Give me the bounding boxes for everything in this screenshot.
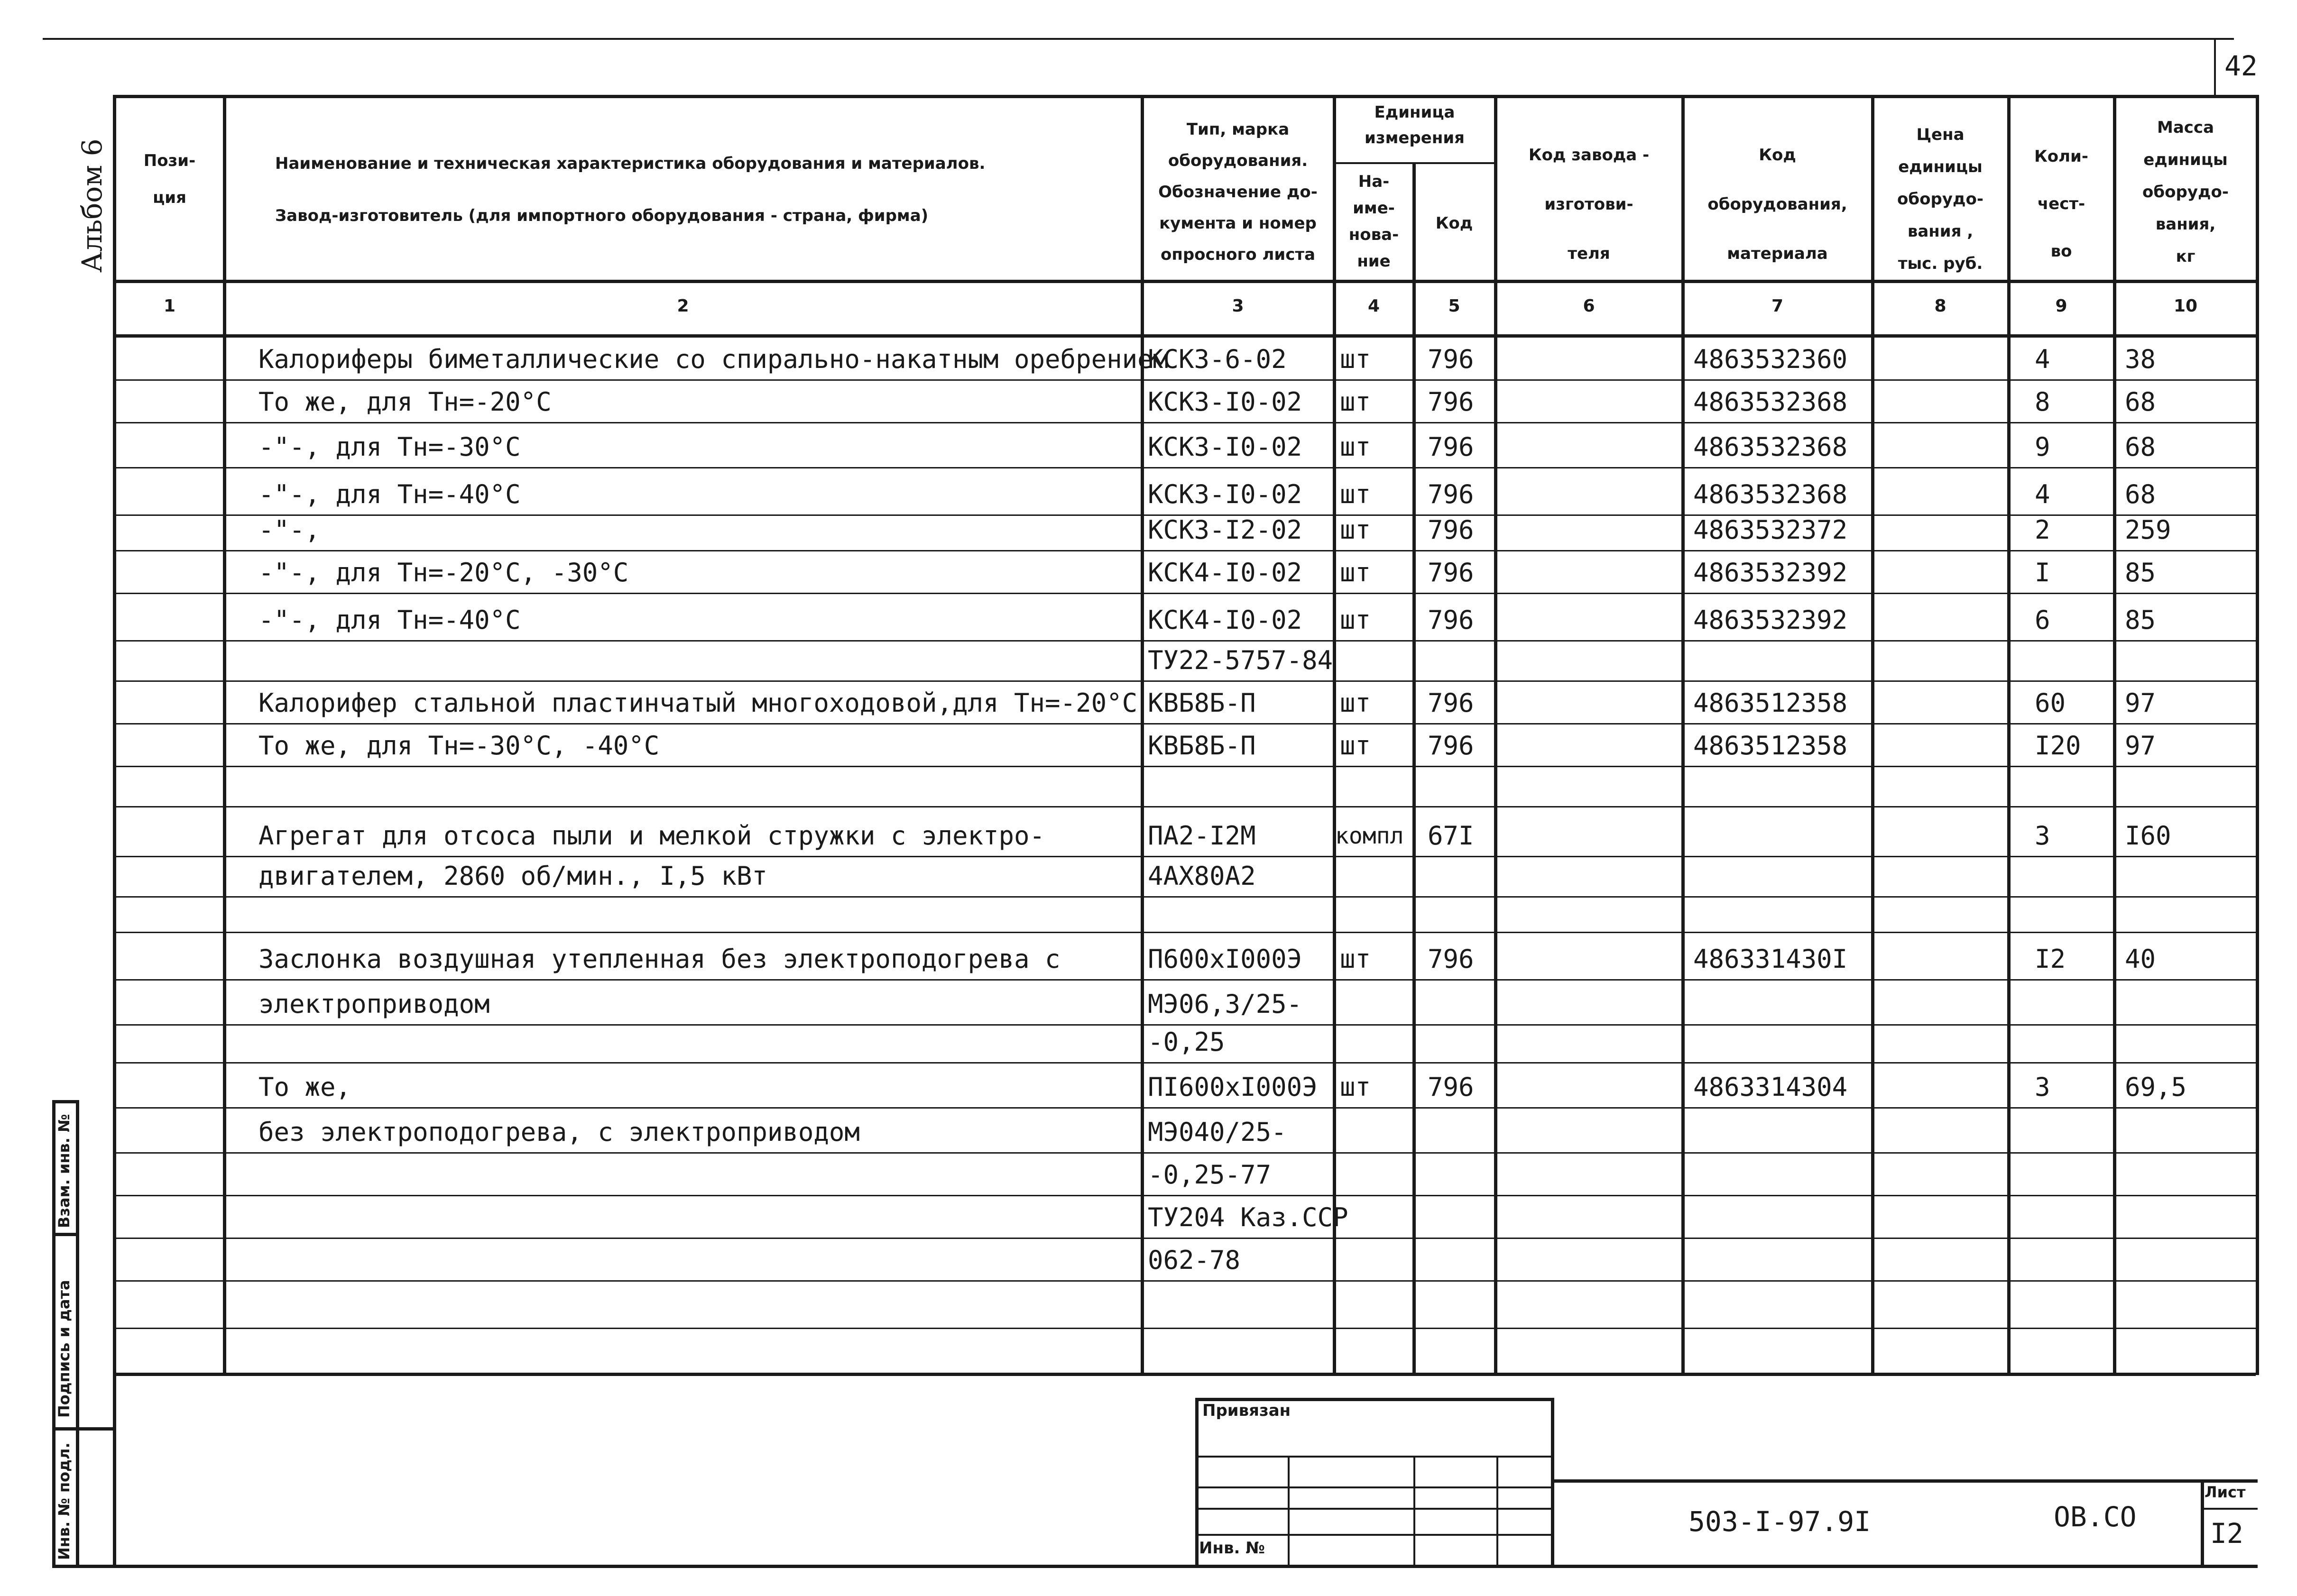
cell-type: ТУ22-5757-84 xyxy=(1148,645,1333,675)
column-number: 10 xyxy=(2173,296,2198,316)
cell-mass: 68 xyxy=(2125,387,2156,417)
cell-name: То же, для Тн=-20°С xyxy=(258,387,552,417)
cell-code: 796 xyxy=(1428,944,1474,974)
row-divider xyxy=(113,723,2256,725)
cell-name: -"-, для Тн=-20°С, -30°С xyxy=(258,558,629,587)
cell-qty: 2 xyxy=(2035,515,2050,545)
row-divider xyxy=(113,680,2256,682)
cell-mass: 85 xyxy=(2125,558,2156,587)
cell-name: двигателем, 2860 об/мин., I,5 кВт xyxy=(258,861,767,891)
cell-type: ПА2-I2М xyxy=(1148,821,1256,851)
cell-type: КСК3-6-02 xyxy=(1148,344,1287,374)
cell-type: МЭ040/25- xyxy=(1148,1117,1287,1147)
cell-unit: шт xyxy=(1340,344,1371,374)
row-divider xyxy=(113,1328,2256,1329)
cell-unit: шт xyxy=(1340,515,1371,545)
header-unit-code: Код xyxy=(1435,214,1473,233)
row-divider xyxy=(113,1107,2256,1109)
cell-unit: шт xyxy=(1340,558,1371,587)
column-number: 7 xyxy=(1771,296,1784,316)
column-number: 4 xyxy=(1367,296,1380,316)
cell-qty: 8 xyxy=(2035,387,2050,417)
cell-mass: 68 xyxy=(2125,479,2156,509)
section-code: ОВ.СО xyxy=(2054,1501,2137,1533)
cell-code: 796 xyxy=(1428,515,1474,545)
cell-code: 796 xyxy=(1428,605,1474,635)
header-price: Цена единицы оборудо- вания , тыс. руб. xyxy=(1897,125,1983,273)
cell-type: КСК3-I0-02 xyxy=(1148,387,1302,417)
row-divider xyxy=(113,1238,2256,1239)
cell-name: без электроподогрева, с электроприводом xyxy=(258,1117,860,1147)
cell-code: 796 xyxy=(1428,387,1474,417)
cell-material-code: 4863532368 xyxy=(1693,387,1848,417)
cell-material-code: 4863532392 xyxy=(1693,558,1848,587)
header-position: Пози- ция xyxy=(143,151,196,207)
cell-type: ПI600хI000Э xyxy=(1148,1072,1318,1102)
cell-qty: I xyxy=(2035,558,2050,587)
row-divider xyxy=(113,896,2256,898)
cell-mass: 68 xyxy=(2125,432,2156,462)
cell-unit: шт xyxy=(1340,605,1371,635)
cell-name: электроприводом xyxy=(258,989,490,1019)
cell-code: 796 xyxy=(1428,731,1474,761)
header-unit-name: На- име- нова- ние xyxy=(1348,172,1399,271)
row-divider xyxy=(113,593,2256,594)
cell-material-code: 4863532360 xyxy=(1693,344,1848,374)
header-quantity: Коли- чест- во xyxy=(2034,147,2088,261)
inv-no-label: Инв. № xyxy=(1199,1539,1265,1558)
cell-material-code: 4863512358 xyxy=(1693,731,1848,761)
cell-mass: 259 xyxy=(2125,515,2171,545)
row-divider xyxy=(113,1062,2256,1064)
cell-name: -"-, для Тн=-30°С xyxy=(258,432,521,462)
cell-name: -"-, для Тн=-40°С xyxy=(258,605,521,635)
cell-name: Калориферы биметаллические со спирально-накатным оребрением xyxy=(258,344,1169,374)
cell-mass: I60 xyxy=(2125,821,2171,851)
cell-mass: 38 xyxy=(2125,344,2156,374)
row-divider xyxy=(113,422,2256,423)
row-divider xyxy=(113,766,2256,767)
row-divider xyxy=(113,806,2256,807)
cell-unit: шт xyxy=(1340,944,1371,974)
cell-qty: 60 xyxy=(2035,688,2066,718)
cell-material-code: 486331430I xyxy=(1693,944,1848,974)
cell-material-code: 4863512358 xyxy=(1693,688,1848,718)
cell-mass: 85 xyxy=(2125,605,2156,635)
cell-type: МЭ06,3/25- xyxy=(1148,989,1302,1019)
column-number: 2 xyxy=(677,296,689,316)
cell-material-code: 4863532368 xyxy=(1693,479,1848,509)
cell-type: ТУ204 Каз.ССР xyxy=(1148,1202,1348,1232)
cell-unit: шт xyxy=(1340,688,1371,718)
cell-unit: шт xyxy=(1340,387,1371,417)
cell-qty: 3 xyxy=(2035,1072,2050,1102)
header-mass: Масса единицы оборудо- вания, кг xyxy=(2142,118,2229,266)
cell-qty: I2 xyxy=(2035,944,2066,974)
row-divider xyxy=(113,932,2256,933)
cell-mass: 69,5 xyxy=(2125,1072,2187,1102)
column-number: 9 xyxy=(2055,296,2067,316)
cell-name: Агрегат для отсоса пыли и мелкой стружки с электро- xyxy=(258,821,1045,851)
cell-mass: 97 xyxy=(2125,731,2156,761)
cell-type: -0,25 xyxy=(1148,1027,1225,1057)
cell-unit: шт xyxy=(1340,1072,1371,1102)
side-stamp-inv-label: Инв. № подл. xyxy=(55,1442,73,1560)
cell-type: КСК4-I0-02 xyxy=(1148,605,1302,635)
row-divider xyxy=(113,1024,2256,1026)
row-divider xyxy=(113,1195,2256,1196)
cell-type: 4АХ80А2 xyxy=(1148,861,1256,891)
cell-mass: 40 xyxy=(2125,944,2156,974)
cell-type: КСК4-I0-02 xyxy=(1148,558,1302,587)
row-divider xyxy=(113,1280,2256,1282)
column-number: 6 xyxy=(1583,296,1595,316)
cell-code: 796 xyxy=(1428,432,1474,462)
cell-qty: 3 xyxy=(2035,821,2050,851)
row-divider xyxy=(113,979,2256,981)
cell-code: 796 xyxy=(1428,688,1474,718)
cell-type: КВБ8Б-П xyxy=(1148,731,1256,761)
row-divider xyxy=(113,379,2256,381)
cell-unit: шт xyxy=(1340,479,1371,509)
cell-name: То же, xyxy=(258,1072,351,1102)
sheet-label: Лист xyxy=(2205,1483,2246,1501)
side-stamp-replace-label: Взам. инв. № xyxy=(55,1114,73,1228)
cell-type: П600хI000Э xyxy=(1148,944,1302,974)
cell-code: 796 xyxy=(1428,1072,1474,1102)
row-divider xyxy=(113,640,2256,642)
side-stamp-signature-label: Подпись и дата xyxy=(55,1280,73,1418)
cell-unit: компл xyxy=(1335,823,1404,849)
cell-name: -"-, для Тн=-40°С xyxy=(258,479,521,509)
row-divider xyxy=(113,1152,2256,1154)
cell-code: 796 xyxy=(1428,479,1474,509)
column-number: 5 xyxy=(1448,296,1460,316)
cell-qty: 4 xyxy=(2035,344,2050,374)
cell-material-code: 4863314304 xyxy=(1693,1072,1848,1102)
row-divider xyxy=(113,856,2256,857)
cell-material-code: 4863532368 xyxy=(1693,432,1848,462)
sheet-number: I2 xyxy=(2210,1517,2243,1550)
cell-unit: шт xyxy=(1340,731,1371,761)
page-number: 42 xyxy=(2224,50,2258,82)
cell-qty: I20 xyxy=(2035,731,2081,761)
cell-type: КСК3-I0-02 xyxy=(1148,479,1302,509)
cell-material-code: 4863532392 xyxy=(1693,605,1848,635)
cell-material-code: 4863532372 xyxy=(1693,515,1848,545)
cell-name: -"-, xyxy=(258,515,321,545)
album-label: Альбом 6 xyxy=(76,138,108,273)
cell-type: КСК3-I2-02 xyxy=(1148,515,1302,545)
row-divider xyxy=(113,550,2256,551)
cell-code: 796 xyxy=(1428,344,1474,374)
column-number: 3 xyxy=(1232,296,1244,316)
header-unit-group: Единица измерения xyxy=(1365,103,1465,147)
cell-unit: шт xyxy=(1340,432,1371,462)
header-name: Наименование и техническая характеристика оборудования и материалов. Завод-изготовитель (для импортного оборудования - страна, фирма) xyxy=(275,154,986,225)
privyazan-label: Привязан xyxy=(1202,1401,1291,1420)
cell-qty: 6 xyxy=(2035,605,2050,635)
top-border-line xyxy=(43,38,2234,40)
column-number: 8 xyxy=(1934,296,1946,316)
cell-mass: 97 xyxy=(2125,688,2156,718)
page-number-box-line xyxy=(2214,38,2216,95)
header-factory-code: Код завода - изготови- теля xyxy=(1528,146,1650,263)
header-material-code: Код оборудования, материала xyxy=(1707,146,1847,263)
cell-type: КВБ8Б-П xyxy=(1148,688,1256,718)
cell-code: 796 xyxy=(1428,558,1474,587)
row-divider xyxy=(113,467,2256,468)
cell-qty: 4 xyxy=(2035,479,2050,509)
cell-type: 062-78 xyxy=(1148,1245,1241,1275)
cell-type: -0,25-77 xyxy=(1148,1160,1272,1190)
header-type: Тип, марка оборудования. Обозначение до- кумента и номер опросного листа xyxy=(1158,120,1318,264)
cell-code: 67I xyxy=(1428,821,1474,851)
column-number: 1 xyxy=(163,296,176,316)
cell-name: Калорифер стальной пластинчатый многоходовой,для Тн=-20°С xyxy=(258,688,1138,718)
cell-name: То же, для Тн=-30°С, -40°С xyxy=(258,731,660,761)
cell-qty: 9 xyxy=(2035,432,2050,462)
cell-name: Заслонка воздушная утепленная без электроподогрева с xyxy=(258,944,1061,974)
cell-type: КСК3-I0-02 xyxy=(1148,432,1302,462)
document-code: 503-I-97.9I xyxy=(1688,1505,1871,1538)
